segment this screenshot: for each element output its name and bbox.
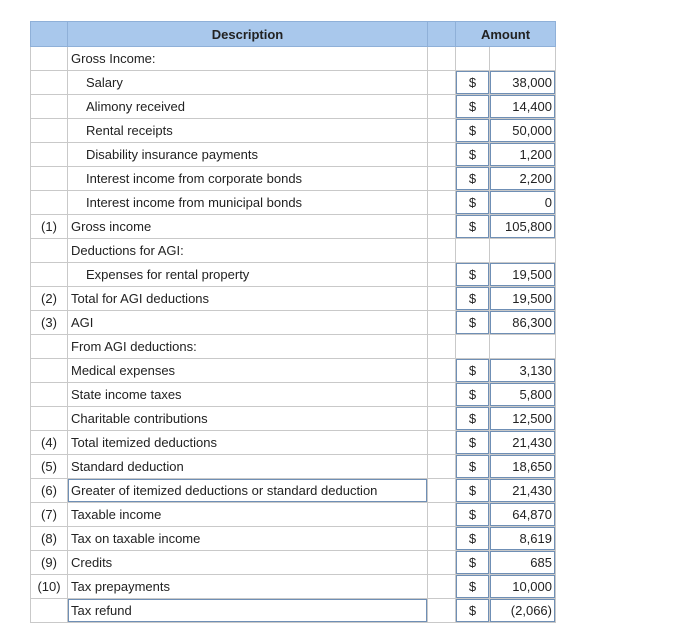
currency-symbol: $ bbox=[456, 599, 490, 623]
row-description: Interest income from municipal bonds bbox=[68, 191, 428, 215]
currency-symbol: $ bbox=[456, 287, 490, 311]
row-number bbox=[31, 167, 68, 191]
row-description: Taxable income bbox=[68, 503, 428, 527]
currency-symbol: $ bbox=[456, 503, 490, 527]
row-description: Tax prepayments bbox=[68, 575, 428, 599]
amount-cell[interactable]: 64,870 bbox=[490, 503, 556, 527]
spacer-cell bbox=[428, 119, 456, 143]
row-description: Deductions for AGI: bbox=[68, 239, 428, 263]
header-description: Description bbox=[68, 22, 428, 47]
row-description: Interest income from corporate bonds bbox=[68, 167, 428, 191]
spacer-cell bbox=[428, 575, 456, 599]
row-number bbox=[31, 71, 68, 95]
amount-cell bbox=[490, 335, 556, 359]
spacer-cell bbox=[428, 599, 456, 623]
row-description: Total itemized deductions bbox=[68, 431, 428, 455]
spacer-cell bbox=[428, 383, 456, 407]
amount-cell[interactable]: 21,430 bbox=[490, 431, 556, 455]
row-number bbox=[31, 335, 68, 359]
table-row bbox=[31, 167, 556, 191]
row-description: Standard deduction bbox=[68, 455, 428, 479]
currency-symbol: $ bbox=[456, 359, 490, 383]
currency-symbol: $ bbox=[456, 143, 490, 167]
table-row bbox=[31, 311, 556, 335]
spacer-cell bbox=[428, 263, 456, 287]
table-row bbox=[31, 215, 556, 239]
row-description[interactable]: Greater of itemized deductions or standard deduction bbox=[68, 479, 428, 503]
row-number: (7) bbox=[31, 503, 68, 527]
row-description: Medical expenses bbox=[68, 359, 428, 383]
table-row bbox=[31, 407, 556, 431]
amount-cell[interactable]: 50,000 bbox=[490, 119, 556, 143]
currency-symbol: $ bbox=[456, 71, 490, 95]
spacer-cell bbox=[428, 335, 456, 359]
row-description: Gross Income: bbox=[68, 47, 428, 71]
spacer-cell bbox=[428, 215, 456, 239]
amount-cell[interactable]: 19,500 bbox=[490, 287, 556, 311]
table-header-row bbox=[31, 22, 556, 47]
header-amount: Amount bbox=[456, 22, 556, 47]
row-number: (2) bbox=[31, 287, 68, 311]
amount-cell[interactable]: 5,800 bbox=[490, 383, 556, 407]
table-row bbox=[31, 335, 556, 359]
currency-symbol: $ bbox=[456, 95, 490, 119]
currency-symbol: $ bbox=[456, 479, 490, 503]
row-description[interactable]: Tax refund bbox=[68, 599, 428, 623]
currency-symbol: $ bbox=[456, 119, 490, 143]
amount-cell[interactable]: 21,430 bbox=[490, 479, 556, 503]
row-number bbox=[31, 95, 68, 119]
table-row bbox=[31, 575, 556, 599]
row-number: (3) bbox=[31, 311, 68, 335]
currency-symbol bbox=[456, 47, 490, 71]
spacer-cell bbox=[428, 311, 456, 335]
amount-cell[interactable]: 12,500 bbox=[490, 407, 556, 431]
row-number bbox=[31, 47, 68, 71]
table-row bbox=[31, 95, 556, 119]
row-description: AGI bbox=[68, 311, 428, 335]
table-row bbox=[31, 47, 556, 71]
spacer-cell bbox=[428, 527, 456, 551]
row-number bbox=[31, 263, 68, 287]
currency-symbol bbox=[456, 239, 490, 263]
row-number bbox=[31, 119, 68, 143]
currency-symbol: $ bbox=[456, 551, 490, 575]
row-number: (8) bbox=[31, 527, 68, 551]
spacer-cell bbox=[428, 479, 456, 503]
currency-symbol: $ bbox=[456, 431, 490, 455]
row-number bbox=[31, 383, 68, 407]
currency-symbol: $ bbox=[456, 455, 490, 479]
table-row bbox=[31, 263, 556, 287]
row-number bbox=[31, 359, 68, 383]
row-description: Credits bbox=[68, 551, 428, 575]
row-description: From AGI deductions: bbox=[68, 335, 428, 359]
amount-cell[interactable]: 0 bbox=[490, 191, 556, 215]
amount-cell[interactable]: 14,400 bbox=[490, 95, 556, 119]
table-row bbox=[31, 239, 556, 263]
spacer-cell bbox=[428, 287, 456, 311]
table-row bbox=[31, 287, 556, 311]
amount-cell[interactable]: 86,300 bbox=[490, 311, 556, 335]
spacer-cell bbox=[428, 167, 456, 191]
row-number: (5) bbox=[31, 455, 68, 479]
amount-cell[interactable]: 38,000 bbox=[490, 71, 556, 95]
amount-cell bbox=[490, 47, 556, 71]
tax-worksheet-table bbox=[30, 21, 556, 623]
row-description: Charitable contributions bbox=[68, 407, 428, 431]
row-number bbox=[31, 239, 68, 263]
row-number bbox=[31, 599, 68, 623]
table-row bbox=[31, 119, 556, 143]
row-number: (1) bbox=[31, 215, 68, 239]
spacer-cell bbox=[428, 551, 456, 575]
table-row bbox=[31, 551, 556, 575]
table-row bbox=[31, 191, 556, 215]
row-number: (10) bbox=[31, 575, 68, 599]
spacer-cell bbox=[428, 95, 456, 119]
spacer-cell bbox=[428, 503, 456, 527]
row-number: (9) bbox=[31, 551, 68, 575]
currency-symbol: $ bbox=[456, 167, 490, 191]
row-number bbox=[31, 191, 68, 215]
currency-symbol: $ bbox=[456, 527, 490, 551]
currency-symbol bbox=[456, 335, 490, 359]
spacer-cell bbox=[428, 239, 456, 263]
currency-symbol: $ bbox=[456, 575, 490, 599]
row-description: Alimony received bbox=[68, 95, 428, 119]
table-row bbox=[31, 599, 556, 623]
spacer-cell bbox=[428, 455, 456, 479]
row-number bbox=[31, 407, 68, 431]
amount-cell[interactable]: 10,000 bbox=[490, 575, 556, 599]
amount-cell[interactable]: (2,066) bbox=[490, 599, 556, 623]
spacer-cell bbox=[428, 191, 456, 215]
table-row bbox=[31, 431, 556, 455]
spacer-cell bbox=[428, 71, 456, 95]
table-row bbox=[31, 143, 556, 167]
table-row bbox=[31, 359, 556, 383]
spacer-cell bbox=[428, 359, 456, 383]
row-description: State income taxes bbox=[68, 383, 428, 407]
row-number bbox=[31, 143, 68, 167]
currency-symbol: $ bbox=[456, 407, 490, 431]
spacer-cell bbox=[428, 407, 456, 431]
row-description: Salary bbox=[68, 71, 428, 95]
row-description: Total for AGI deductions bbox=[68, 287, 428, 311]
currency-symbol: $ bbox=[456, 263, 490, 287]
row-number: (6) bbox=[31, 479, 68, 503]
table-row bbox=[31, 455, 556, 479]
row-description: Gross income bbox=[68, 215, 428, 239]
row-description: Tax on taxable income bbox=[68, 527, 428, 551]
amount-cell[interactable]: 18,650 bbox=[490, 455, 556, 479]
amount-cell[interactable]: 1,200 bbox=[490, 143, 556, 167]
table-row bbox=[31, 71, 556, 95]
currency-symbol: $ bbox=[456, 311, 490, 335]
row-description: Rental receipts bbox=[68, 119, 428, 143]
spacer-cell bbox=[428, 143, 456, 167]
table-row bbox=[31, 383, 556, 407]
amount-cell[interactable]: 3,130 bbox=[490, 359, 556, 383]
currency-symbol: $ bbox=[456, 383, 490, 407]
amount-cell[interactable]: 8,619 bbox=[490, 527, 556, 551]
table-row bbox=[31, 527, 556, 551]
amount-cell[interactable]: 19,500 bbox=[490, 263, 556, 287]
spacer-cell bbox=[428, 47, 456, 71]
header-gap-cell bbox=[428, 22, 456, 47]
row-description: Disability insurance payments bbox=[68, 143, 428, 167]
currency-symbol: $ bbox=[456, 191, 490, 215]
header-num-cell bbox=[31, 22, 68, 47]
table-row bbox=[31, 503, 556, 527]
spacer-cell bbox=[428, 431, 456, 455]
table-row bbox=[31, 479, 556, 503]
row-number: (4) bbox=[31, 431, 68, 455]
amount-cell bbox=[490, 239, 556, 263]
amount-cell[interactable]: 2,200 bbox=[490, 167, 556, 191]
amount-cell[interactable]: 685 bbox=[490, 551, 556, 575]
currency-symbol: $ bbox=[456, 215, 490, 239]
amount-cell[interactable]: 105,800 bbox=[490, 215, 556, 239]
row-description: Expenses for rental property bbox=[68, 263, 428, 287]
